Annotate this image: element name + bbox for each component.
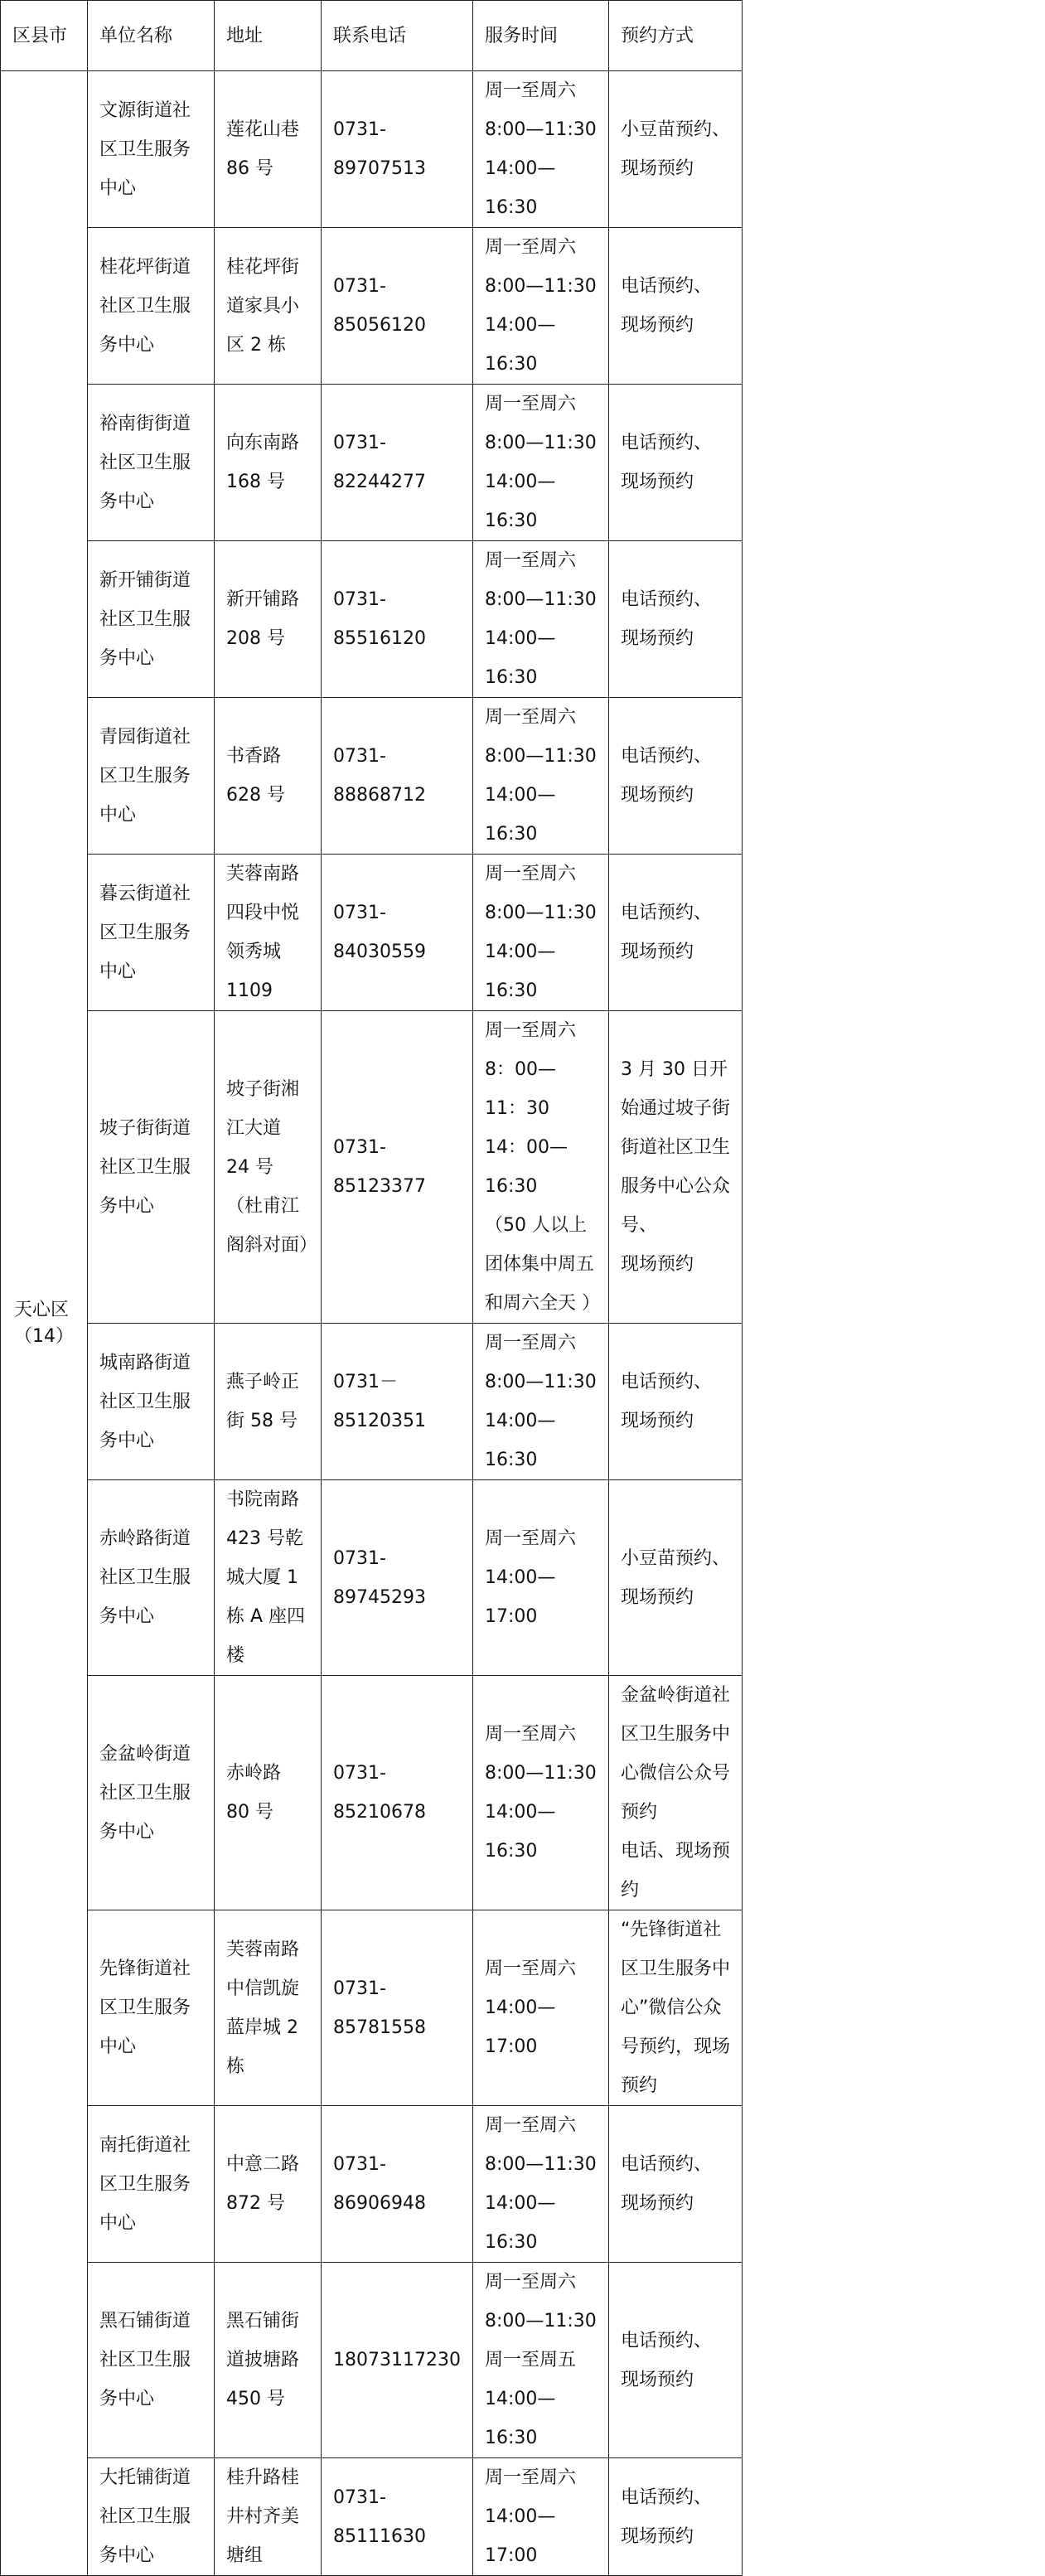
address-cell: 芙蓉南路中信凯旋蓝岸城 2 栋 xyxy=(215,1910,322,2106)
address-cell: 黑石铺街道披塘路 450 号 xyxy=(215,2263,322,2458)
table-row xyxy=(1,228,743,385)
table-row xyxy=(1,1676,743,1910)
unit-name-cell: 新开铺街道社区卫生服务中心 xyxy=(88,541,215,698)
region-count: （14） xyxy=(14,1325,74,1347)
table-row xyxy=(1,71,743,228)
table-row xyxy=(1,698,743,855)
service-hours-cell: 周一至周六 14:00—17:00 xyxy=(472,2458,608,2576)
table-row xyxy=(1,2458,743,2576)
service-hours-cell: 周一至周六 8：00—11：30 14：00—16:30 （50 人以上团体集中周五和周六全天 ） xyxy=(472,1011,608,1324)
booking-method-cell: 电话预约、 现场预约 xyxy=(608,2106,742,2263)
service-hours-cell: 周一至周六 8:00—11:30 14:00—16:30 xyxy=(472,1324,608,1480)
header-service-hours: 服务时间 xyxy=(472,1,608,71)
booking-method-cell: 电话预约、 现场预约 xyxy=(608,855,742,1011)
service-hours-cell: 周一至周六 8:00—11:30 14:00—16:30 xyxy=(472,541,608,698)
table-row xyxy=(1,1324,743,1480)
address-cell: 桂花坪街道家具小区 2 栋 xyxy=(215,228,322,385)
booking-method-cell: 电话预约、 现场预约 xyxy=(608,1324,742,1480)
unit-name-cell: 黑石铺街道社区卫生服务中心 xyxy=(88,2263,215,2458)
phone-cell: 18073117230 xyxy=(322,2263,473,2458)
phone-cell: 0731-85056120 xyxy=(322,228,473,385)
phone-cell: 0731-84030559 xyxy=(322,855,473,1011)
phone-cell: 0731－85120351 xyxy=(322,1324,473,1480)
region-cell xyxy=(1,71,88,2576)
table-row xyxy=(1,2106,743,2263)
phone-cell: 0731-89707513 xyxy=(322,71,473,228)
address-cell: 莲花山巷 86 号 xyxy=(215,71,322,228)
header-district: 区县市 xyxy=(1,1,88,71)
unit-name-cell: 文源街道社区卫生服务中心 xyxy=(88,71,215,228)
unit-name-cell: 裕南街街道社区卫生服务中心 xyxy=(88,385,215,541)
address-cell: 芙蓉南路四段中悦领秀城 1109 xyxy=(215,855,322,1011)
booking-method-cell: 电话预约、 现场预约 xyxy=(608,698,742,855)
address-cell: 中意二路 872 号 xyxy=(215,2106,322,2263)
table-row xyxy=(1,1910,743,2106)
address-cell: 向东南路 168 号 xyxy=(215,385,322,541)
table-row xyxy=(1,1011,743,1324)
address-cell: 赤岭路 80 号 xyxy=(215,1676,322,1910)
address-cell: 书院南路 423 号乾城大厦 1 栋 A 座四楼 xyxy=(215,1480,322,1676)
table-row xyxy=(1,541,743,698)
address-cell: 桂升路桂井村齐美塘组 xyxy=(215,2458,322,2576)
unit-name-cell: 南托街道社区卫生服务中心 xyxy=(88,2106,215,2263)
header-row xyxy=(1,1,743,71)
unit-name-cell: 先锋街道社区卫生服务中心 xyxy=(88,1910,215,2106)
unit-name-cell: 金盆岭街道社区卫生服务中心 xyxy=(88,1676,215,1910)
booking-method-cell: 小豆苗预约、 现场预约 xyxy=(608,71,742,228)
booking-method-cell: 电话预约、 现场预约 xyxy=(608,2263,742,2458)
table-row xyxy=(1,1480,743,1676)
address-cell: 新开铺路 208 号 xyxy=(215,541,322,698)
service-hours-cell: 周一至周六 14:00—17:00 xyxy=(472,1910,608,2106)
header-unit-name: 单位名称 xyxy=(88,1,215,71)
phone-cell: 0731-85111630 xyxy=(322,2458,473,2576)
unit-name-cell: 桂花坪街道社区卫生服务中心 xyxy=(88,228,215,385)
service-hours-cell: 周一至周六 14:00—17:00 xyxy=(472,1480,608,1676)
booking-method-cell: 电话预约、 现场预约 xyxy=(608,2458,742,2576)
service-hours-cell: 周一至周六 8:00—11:30 14:00—16:30 xyxy=(472,228,608,385)
header-booking-method: 预约方式 xyxy=(608,1,742,71)
service-hours-cell: 周一至周六 8:00—11:30 14:00—16:30 xyxy=(472,2106,608,2263)
service-hours-cell: 周一至周六 8:00—11:30 周一至周五 14:00—16:30 xyxy=(472,2263,608,2458)
phone-cell: 0731-85516120 xyxy=(322,541,473,698)
phone-cell: 0731-85210678 xyxy=(322,1676,473,1910)
booking-method-cell: 3 月 30 日开始通过坡子街街道社区卫生服务中心公众号、 现场预约 xyxy=(608,1011,742,1324)
unit-name-cell: 青园街道社区卫生服务中心 xyxy=(88,698,215,855)
service-hours-cell: 周一至周六 8:00—11:30 14:00—16:30 xyxy=(472,855,608,1011)
address-cell: 燕子岭正街 58 号 xyxy=(215,1324,322,1480)
phone-cell: 0731-85123377 xyxy=(322,1011,473,1324)
table-row xyxy=(1,855,743,1011)
phone-cell: 0731-86906948 xyxy=(322,2106,473,2263)
booking-method-cell: 金盆岭街道社区卫生服务中心微信公众号预约 电话、现场预约 xyxy=(608,1676,742,1910)
service-hours-cell: 周一至周六 8:00—11:30 14:00—16:30 xyxy=(472,385,608,541)
service-hours-cell: 周一至周六 8:00—11:30 14:00—16:30 xyxy=(472,698,608,855)
unit-name-cell: 大托铺街道社区卫生服务中心 xyxy=(88,2458,215,2576)
booking-method-cell: 电话预约、 现场预约 xyxy=(608,385,742,541)
unit-name-cell: 暮云街道社区卫生服务中心 xyxy=(88,855,215,1011)
region-name: 天心区 xyxy=(14,1299,70,1320)
unit-name-cell: 坡子街街道社区卫生服务中心 xyxy=(88,1011,215,1324)
table-row xyxy=(1,385,743,541)
booking-method-cell: 小豆苗预约、 现场预约 xyxy=(608,1480,742,1676)
header-phone: 联系电话 xyxy=(322,1,473,71)
unit-name-cell: 城南路街道社区卫生服务中心 xyxy=(88,1324,215,1480)
table-row xyxy=(1,2263,743,2458)
booking-method-cell: 电话预约、 现场预约 xyxy=(608,228,742,385)
address-cell: 坡子街湘江大道 24 号（杜甫江阁斜对面） xyxy=(215,1011,322,1324)
phone-cell: 0731-88868712 xyxy=(322,698,473,855)
unit-name-cell: 赤岭路街道社区卫生服务中心 xyxy=(88,1480,215,1676)
phone-cell: 0731-85781558 xyxy=(322,1910,473,2106)
service-hours-cell: 周一至周六 8:00—11:30 14:00—16:30 xyxy=(472,71,608,228)
phone-cell: 0731-82244277 xyxy=(322,385,473,541)
phone-cell: 0731-89745293 xyxy=(322,1480,473,1676)
booking-method-cell: 电话预约、 现场预约 xyxy=(608,541,742,698)
header-address: 地址 xyxy=(215,1,322,71)
booking-method-cell: “先锋街道社区卫生服务中心”微信公众号预约，现场预约 xyxy=(608,1910,742,2106)
address-cell: 书香路 628 号 xyxy=(215,698,322,855)
service-hours-cell: 周一至周六 8:00—11:30 14:00—16:30 xyxy=(472,1676,608,1910)
